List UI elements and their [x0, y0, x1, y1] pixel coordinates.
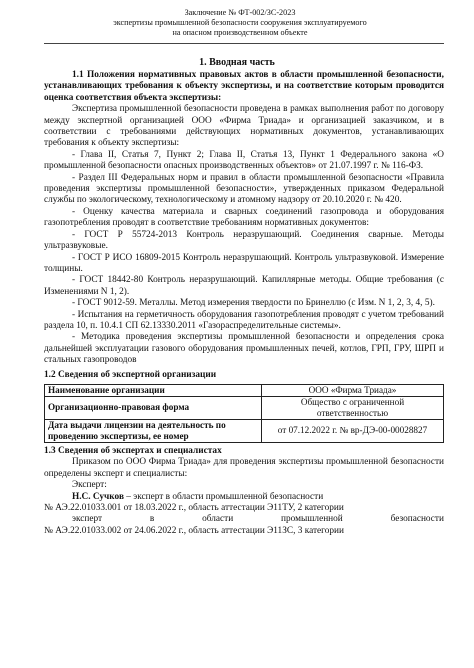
document-body [44, 70, 444, 537]
paragraph: Приказом по ООО Фирма Триада» для проведения экспертизы промышленной безопасности определены эксперт и специалисты: [44, 457, 444, 479]
paragraph: - Глава II, Статья 7, Пункт 2; Глава II, Статья 13, Пункт 1 Федерального закона «О промышленной безопасности опасных производственных объектов» от 21.07.1997 г. № 116-ФЗ. [44, 149, 444, 172]
expert-certificate: № АЭ.22.01033.002 от 24.06.2022 г., область аттестации Э11ЗС, 3 категории [44, 525, 344, 536]
section-title: 1. Вводная часть [199, 57, 275, 68]
paragraph: - ГОСТ 9012-59. Металлы. Метод измерения твердости по Бринеллю (с Изм. N 1, 2, 3, 4, 5). [72, 298, 435, 309]
expert-role-word: эксперт [72, 514, 103, 525]
table-key: Дата выдачи лицензии на деятельность по проведению экспертизы, ее номер [45, 419, 262, 442]
header-line-3: на опасном производственном объекте [172, 28, 308, 37]
document-header [60, 8, 420, 38]
expert-name: Н.С. Сучков [72, 491, 124, 502]
expert-certificate: № АЭ.22.01033.001 от 18.03.2022 г., область аттестации Э11ТУ, 2 категории [44, 503, 344, 513]
expert-role-word: области [202, 514, 234, 525]
expert-role-word: безопасности [390, 514, 444, 525]
header-divider [44, 43, 444, 44]
table-value: от 07.12.2022 г. № вр-ДЭ-00-00028827 [262, 419, 444, 442]
subsection-1-3-heading: 1.3 Сведения об экспертах и специалистах [44, 445, 222, 456]
subsection-1-1-heading: 1.1 Положения нормативных правовых актов в области промышленной безопасности, устанавливающих требования к объекту экспертизы, и на соответствие которым проводится оценка соответствия объекта экспертизы: [44, 70, 444, 103]
table-row [45, 396, 444, 419]
expert-entry [44, 514, 444, 525]
header-line-2: экспертизы промышленной безопасности сооружения эксплуатируемого [113, 18, 367, 27]
expert-role-word: промышленной [281, 514, 343, 525]
expert-role-word: в [149, 514, 155, 525]
table-row [45, 384, 444, 396]
table-row [45, 419, 444, 442]
header-line-1: Заключение № ФТ-002/ЗС-2023 [184, 8, 296, 17]
paragraph: - Методика проведения экспертизы промышленной безопасности и определения срока дальнейшей эксплуатации газового оборудования промышленных печей, котлов, ГРП, ГРУ, ШРП и стальных газопроводов [44, 332, 444, 366]
table-key: Организационно-правовая форма [45, 396, 262, 419]
subsection-1-2-heading: 1.2 Сведения об экспертной организации [44, 369, 217, 380]
table-key: Наименование организации [45, 384, 262, 396]
paragraph: - Испытания на герметичность оборудования газопотребления проводят с учетом требований раздела 10, п. 10.4.1 СП 62.13330.2011 «Газораспределительные системы». [44, 309, 444, 331]
expert-role: – эксперт в области промышленной безопасности [126, 491, 324, 502]
table-value: Общество с ограниченной ответственностью [262, 396, 444, 419]
expert-entry [44, 492, 444, 503]
expert-label: Эксперт: [72, 480, 107, 491]
paragraph: - Раздел III Федеральных норм и правил в области промышленной безопасности «Правила проведения экспертизы промышленной безопасности», утвержденных приказом Федеральной службы по экологическому, технологическому и атомному надзору от 20.10.2020 г. № 420. [44, 172, 444, 206]
paragraph: - ГОСТ 18442-80 Контроль неразрушающий. Капиллярные методы. Общие требования (с Изменениями N 1, 2). [44, 275, 444, 297]
table-value: ООО «Фирма Триада» [262, 384, 444, 396]
paragraph: - ГОСТ Р ИСО 16809-2015 Контроль неразрушающий. Контроль ультразвуковой. Измерение толщины. [44, 252, 444, 274]
paragraph: - Оценку качества материала и сварных соединений газопровода и оборудования газопотребления проводят в соответствие требованиям нормативных документов: [44, 206, 444, 229]
paragraph: Экспертиза промышленной безопасности проведена в рамках выполнения работ по договору между экспертной организацией ООО «Фирма Триада» и организацией заказчиком, и в соответствии с требованиями действующих нормативных документов, устанавливающих требования к объекту экспертизы: [44, 104, 444, 149]
organization-table [44, 384, 444, 443]
paragraph: - ГОСТ Р 55724-2013 Контроль неразрушающий. Соединения сварные. Методы ультразвуковые. [44, 229, 444, 252]
